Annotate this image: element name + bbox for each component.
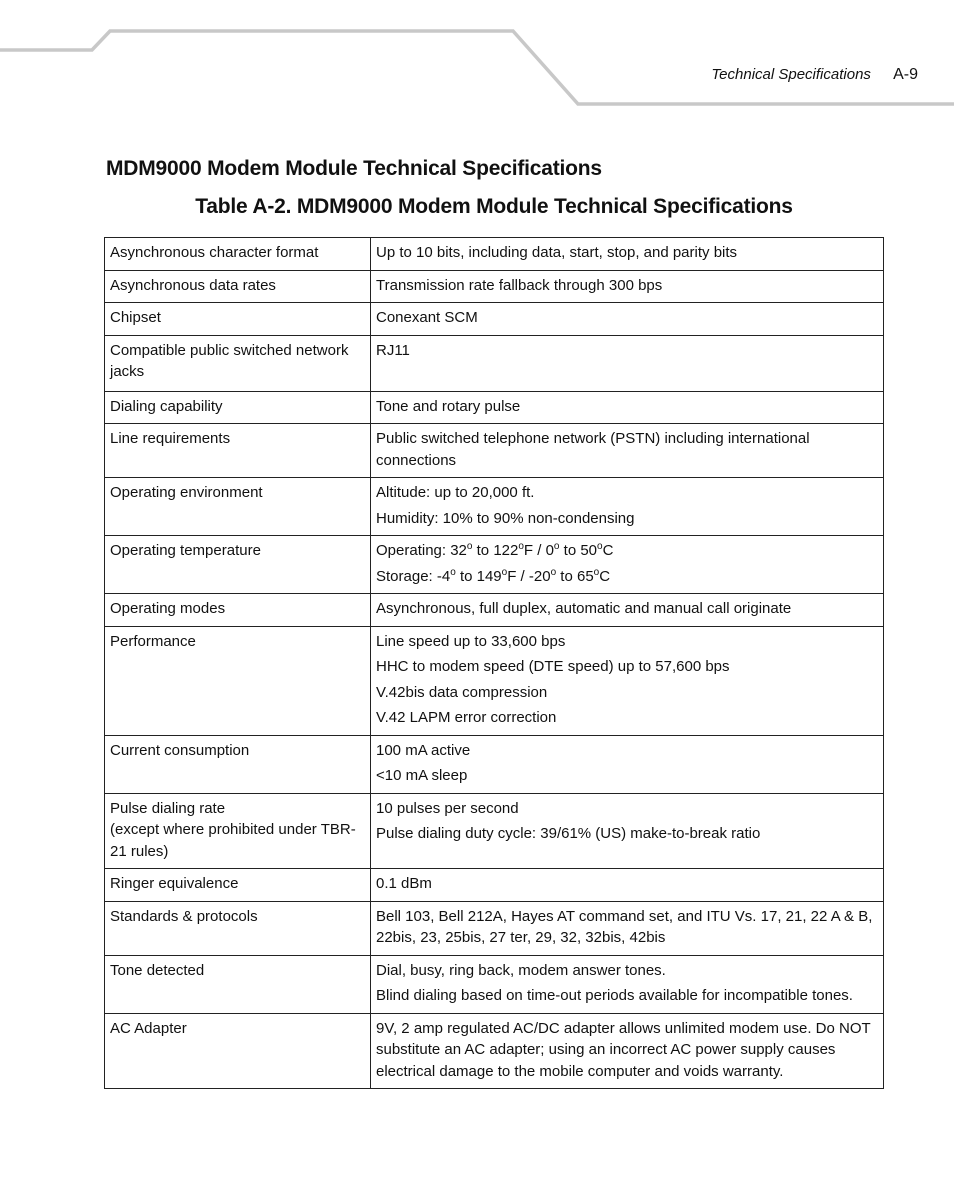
table-row [105,793,884,869]
spec-value: 100 mA active <10 mA sleep [371,735,884,793]
table-row [105,901,884,955]
table-row [105,955,884,1013]
spec-value: 10 pulses per second Pulse dialing duty cycle: 39/61% (US) make-to-break ratio [371,793,884,869]
spec-label: Asynchronous data rates [105,270,371,303]
page-number: A-9 [893,66,918,83]
spec-label: Ringer equivalence [105,869,371,902]
spec-value: Bell 103, Bell 212A, Hayes AT command set, and ITU Vs. 17, 21, 22 A & B, 22bis, 23, 25bis, 27 ter, 29, 32, 32bis, 42bis [371,901,884,955]
spec-label: Asynchronous character format [105,238,371,271]
spec-label: Standards & protocols [105,901,371,955]
table-row [105,335,884,391]
spec-label: Dialing capability [105,391,371,424]
spec-label: Current consumption [105,735,371,793]
spec-value: Transmission rate fallback through 300 bps [371,270,884,303]
table-row [105,391,884,424]
running-header-section: Technical Specifications [711,66,871,83]
spec-label: Operating modes [105,594,371,627]
spec-label: Line requirements [105,424,371,478]
operating-temperature-line: Operating: 32$^o$ to 122$^o$F / 0$^o$ to 50$^o$C [376,541,614,559]
spec-value: Dial, busy, ring back, modem answer tones. Blind dialing based on time-out periods available for incompatible tones. [371,955,884,1013]
spec-label: AC Adapter [105,1013,371,1089]
spec-value: Up to 10 bits, including data, start, stop, and parity bits [371,238,884,271]
table-row [105,869,884,902]
running-header [711,66,918,84]
spec-value: 0.1 dBm [371,869,884,902]
spec-value: Asynchronous, full duplex, automatic and manual call originate [371,594,884,627]
section-title: MDM9000 Modem Module Technical Specifications [106,157,602,180]
table-row [105,735,884,793]
spec-value: 9V, 2 amp regulated AC/DC adapter allows unlimited modem use. Do NOT substitute an AC adapter; using an incorrect AC power supply causes electrical damage to the mobile computer and voids warranty. [371,1013,884,1089]
spec-value: Line speed up to 33,600 bps HHC to modem speed (DTE speed) up to 57,600 bps V.42bis data compression V.42 LAPM error correction [371,626,884,735]
table-row [105,1013,884,1089]
spec-value: RJ11 [371,335,884,391]
spec-label: Chipset [105,303,371,336]
table-row [105,626,884,735]
spec-label: Performance [105,626,371,735]
spec-value: Tone and rotary pulse [371,391,884,424]
storage-temperature-line: Storage: -4$^o$ to 149$^o$F / -20$^o$ to 65$^o$C [376,566,611,585]
spec-value: Conexant SCM [371,303,884,336]
spec-label: Operating temperature [105,536,371,594]
spec-value: Public switched telephone network (PSTN) including international connections [371,424,884,478]
table-row [105,270,884,303]
spec-label: Compatible public switched network jacks [105,335,371,391]
table-caption: Table A-2. MDM9000 Modem Module Technical Specifications [195,195,793,218]
spec-value: Altitude: up to 20,000 ft. Humidity: 10% to 90% non-condensing [371,478,884,536]
specifications-table [104,237,884,1089]
table-row [105,238,884,271]
header-decorative-rule [0,0,954,110]
table-row [105,594,884,627]
table-row [105,424,884,478]
spec-value [371,536,884,594]
table-row [105,303,884,336]
table-row [105,536,884,594]
spec-label: Tone detected [105,955,371,1013]
spec-label: Operating environment [105,478,371,536]
spec-label: Pulse dialing rate (except where prohibited under TBR-21 rules) [105,793,371,869]
table-row [105,478,884,536]
